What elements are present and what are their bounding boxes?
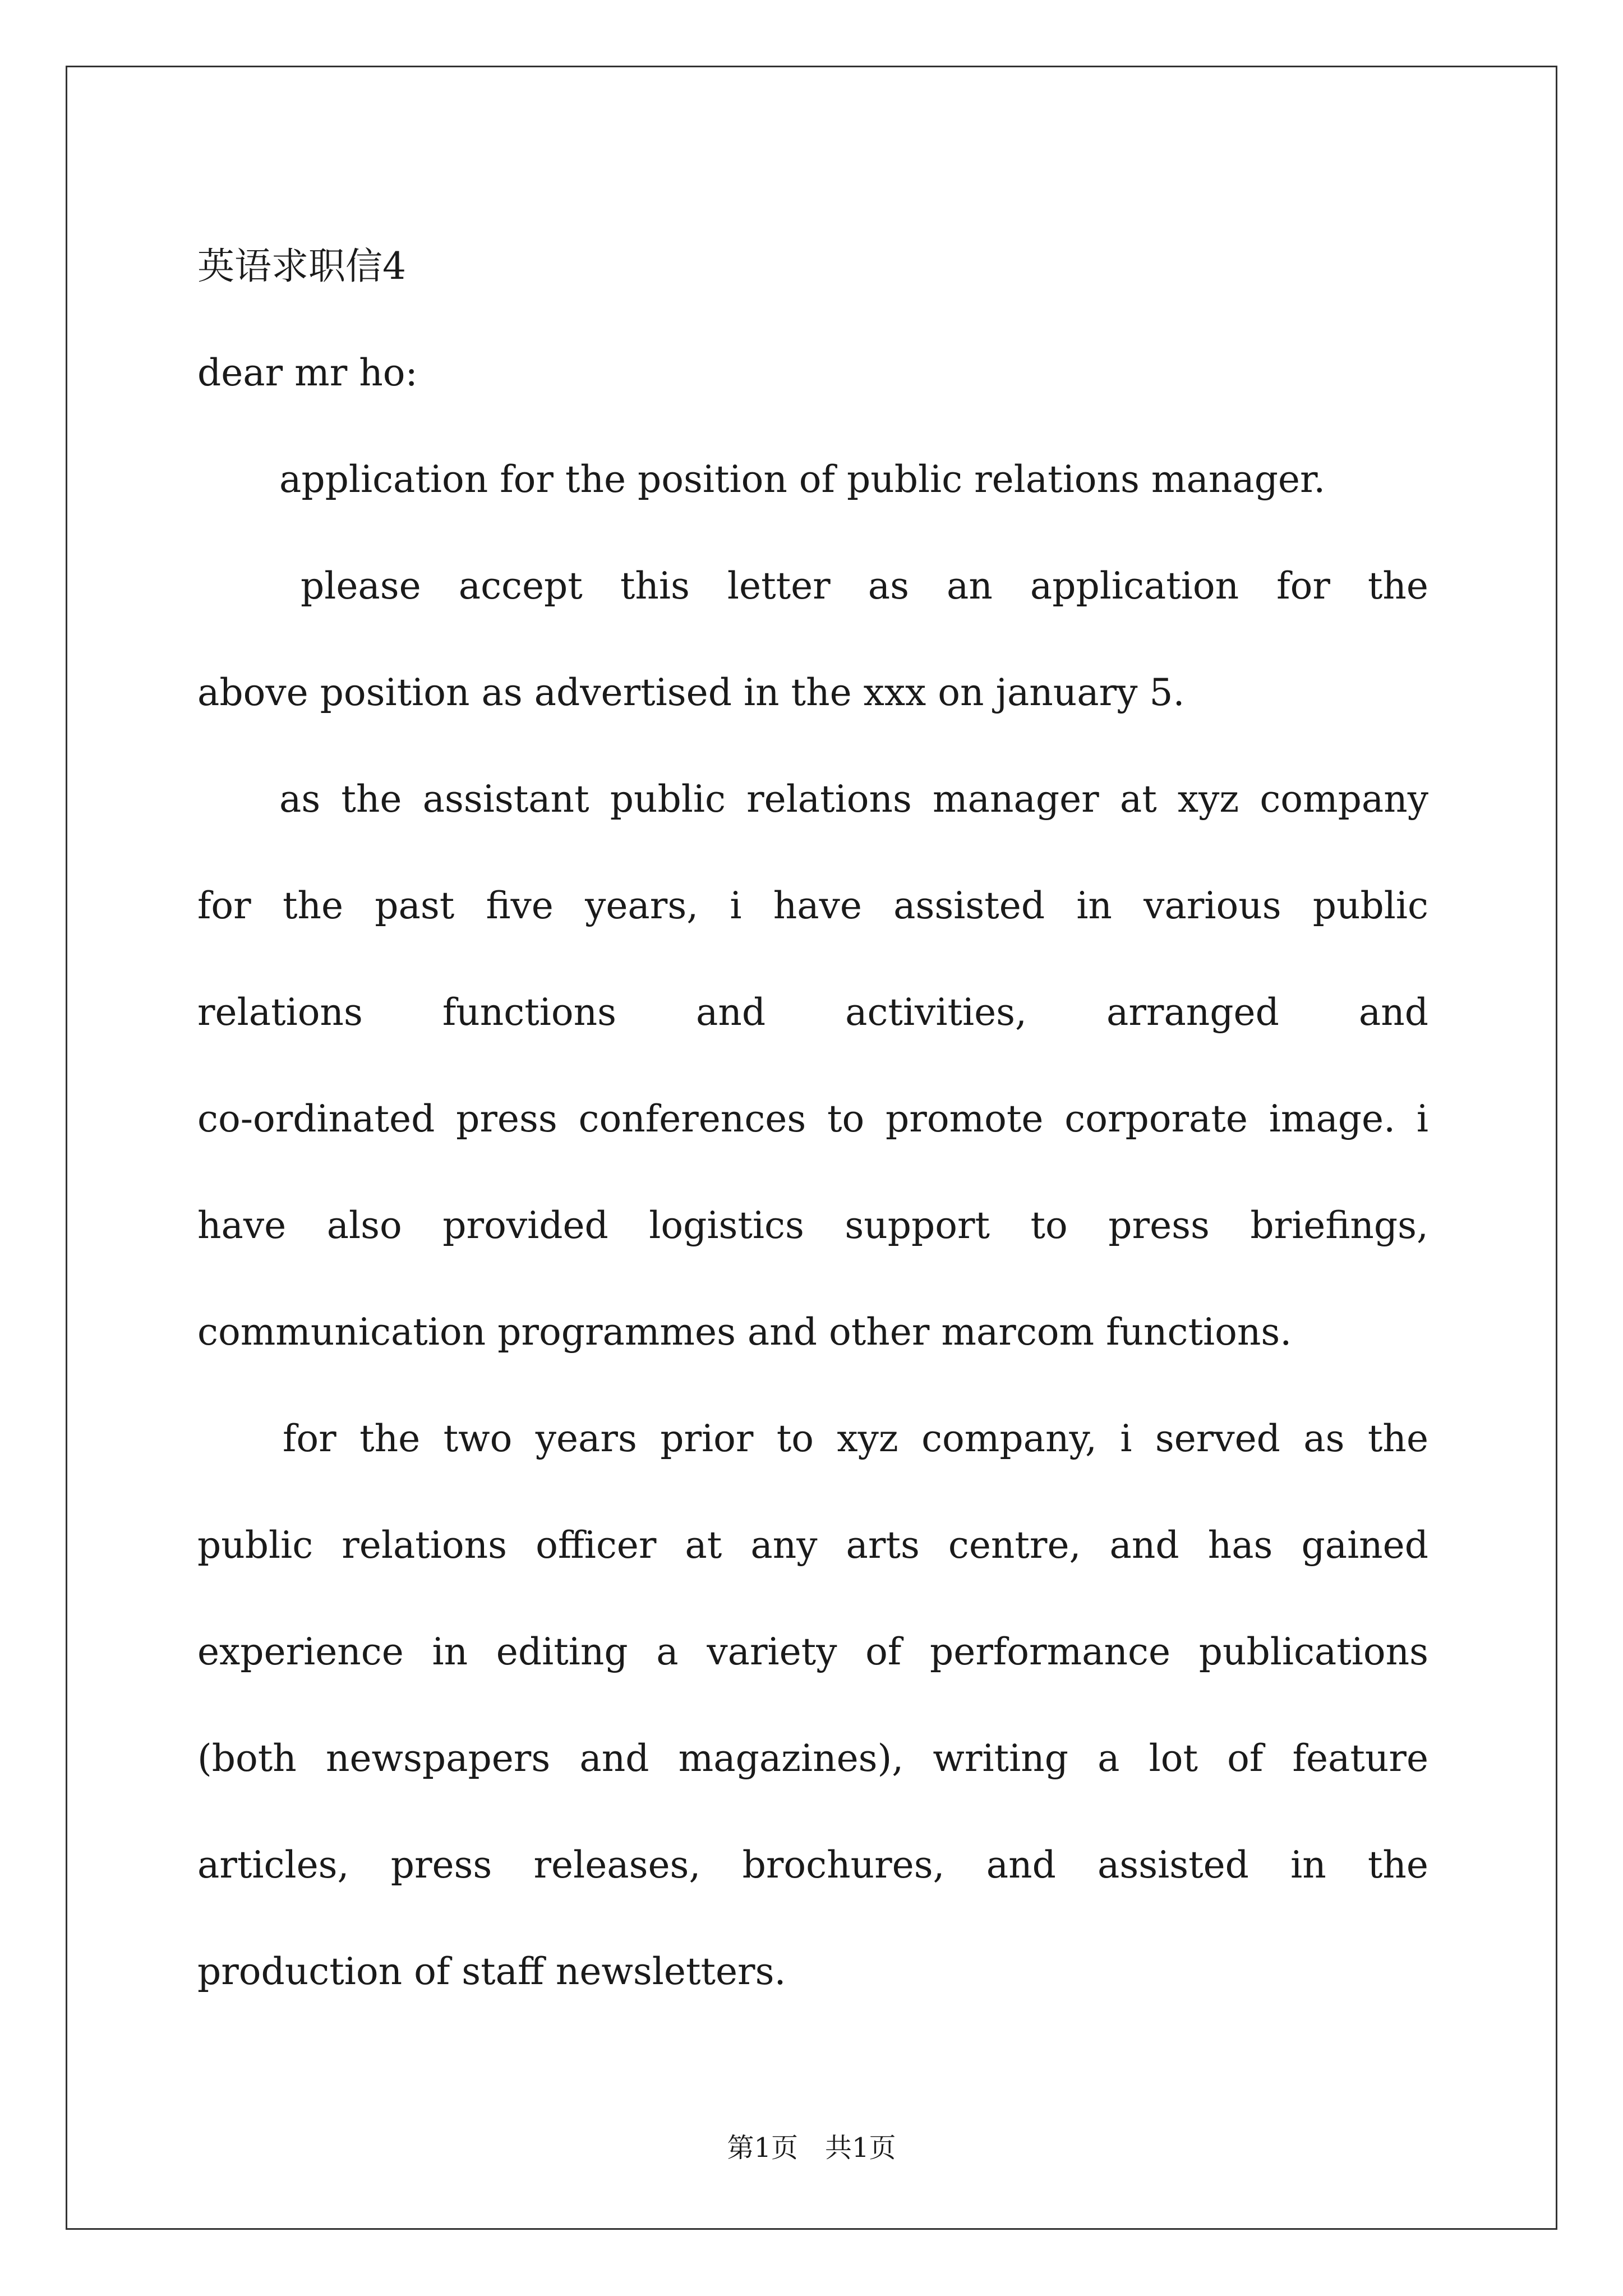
paragraph-line: public relations officer at any arts centre, and has gained bbox=[197, 1524, 1428, 1567]
paragraph-line: articles, press releases, brochures, and assisted in the bbox=[197, 1843, 1428, 1887]
document-title: 英语求职信4 bbox=[197, 245, 406, 288]
paragraph-line: as the assistant public relations manager at xyz company bbox=[279, 777, 1428, 821]
paragraph-line: have also provided logistics support to press briefings, bbox=[197, 1204, 1428, 1247]
paragraph-line: relations functions and activities, arranged and bbox=[197, 991, 1428, 1034]
paragraph-line: (both newspapers and magazines), writing a lot of feature bbox=[197, 1737, 1428, 1780]
subject-line: application for the position of public relations manager. bbox=[279, 458, 1326, 501]
page-footer bbox=[0, 2126, 1623, 2165]
paragraph-line: co-ordinated press conferences to promote corporate image. i bbox=[197, 1097, 1428, 1140]
paragraph-line: for the two years prior to xyz company, i served as the bbox=[283, 1417, 1428, 1460]
paragraph-line: above position as advertised in the xxx on january 5. bbox=[197, 671, 1185, 714]
document-body bbox=[197, 213, 1428, 2025]
page-total: 共1页 bbox=[825, 2132, 896, 2164]
paragraph-line: experience in editing a variety of performance publications bbox=[197, 1630, 1428, 1673]
page-number: 第1页 bbox=[727, 2132, 798, 2164]
salutation: dear mr ho: bbox=[197, 351, 418, 394]
paragraph-line: production of staff newsletters. bbox=[197, 1950, 786, 1993]
paragraph-line: for the past five years, i have assisted in various public bbox=[197, 884, 1428, 927]
paragraph-line: please accept this letter as an application for the bbox=[301, 564, 1428, 608]
paragraph-line: communication programmes and other marcom functions. bbox=[197, 1310, 1292, 1354]
